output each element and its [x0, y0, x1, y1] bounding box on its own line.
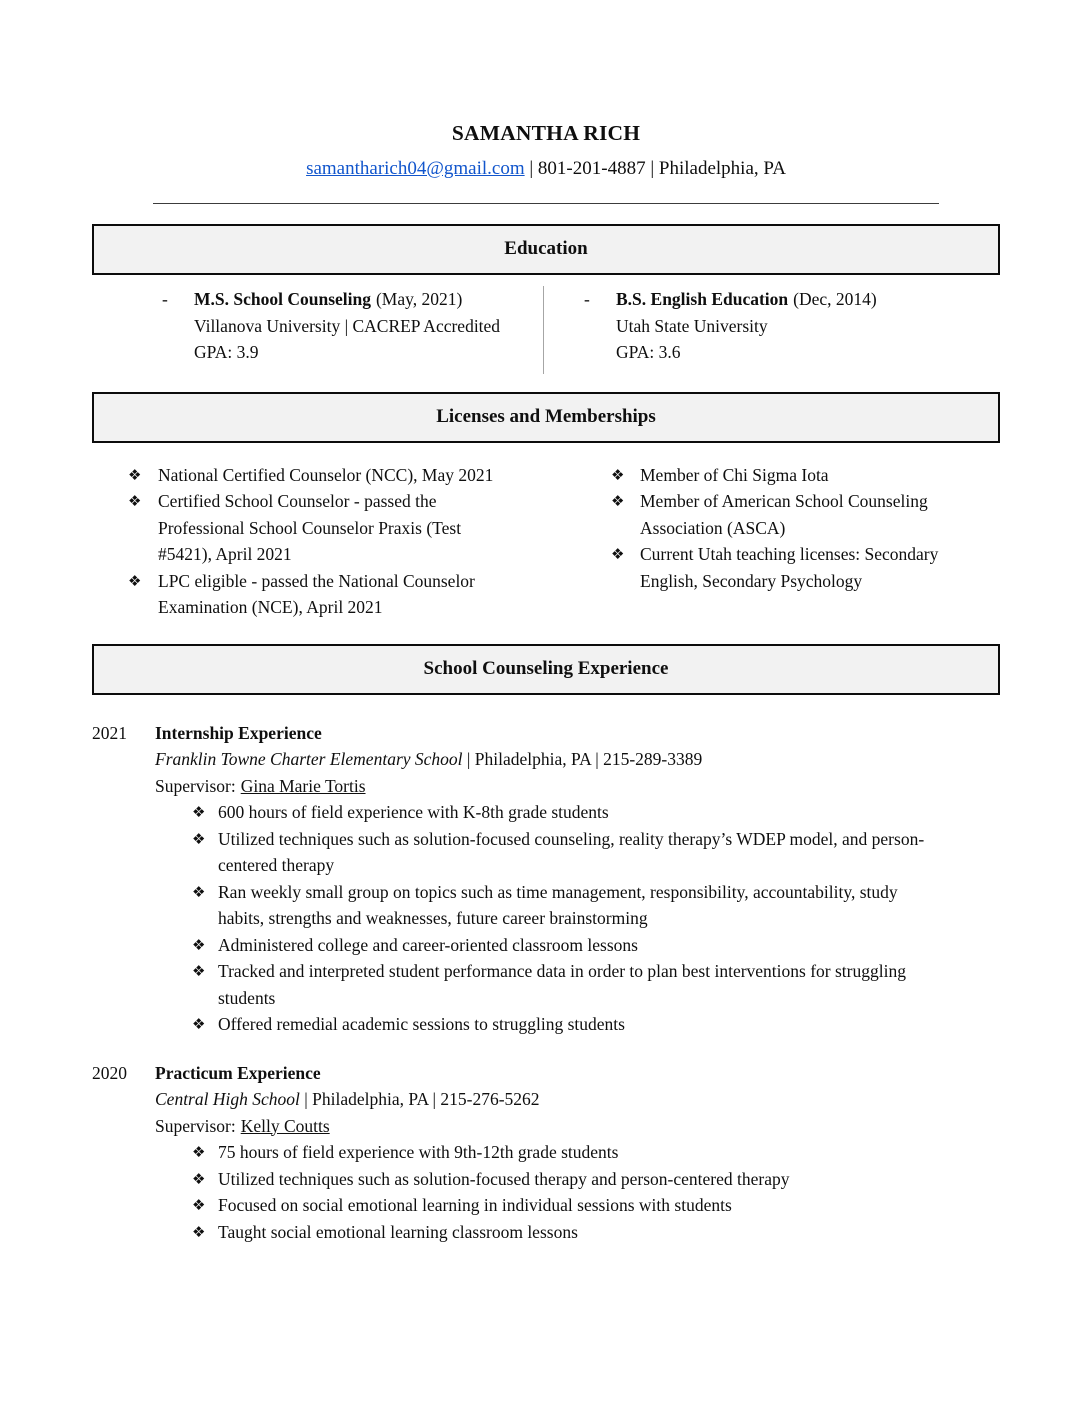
diamond-bullet-icon: ❖	[611, 545, 625, 563]
section-title: School Counseling Experience	[423, 657, 669, 679]
section-title: Licenses and Memberships	[436, 405, 656, 427]
list-item	[92, 462, 544, 489]
candidate-name: SAMANTHA RICH	[451, 121, 641, 145]
education-columns	[92, 286, 1000, 374]
school-name: Central High School	[155, 1089, 300, 1109]
list-item	[544, 488, 1000, 541]
list-item-text: Current Utah teaching licenses: Secondary English, Secondary Psychology	[640, 544, 939, 591]
diamond-bullet-icon: ❖	[128, 571, 142, 590]
experience-entry	[92, 720, 1000, 1038]
diamond-bullet-icon: ❖	[192, 829, 206, 848]
degree-date: (May, 2021)	[375, 289, 463, 309]
diamond-bullet-icon: ❖	[192, 1196, 206, 1214]
list-item-text: Administered college and career-oriented classroom lessons	[218, 934, 638, 955]
supervisor-name: Kelly Coutts	[240, 1115, 330, 1136]
diamond-bullet-icon: ❖	[611, 465, 625, 484]
education-column-right	[544, 286, 1000, 374]
contact-line	[92, 155, 1000, 182]
licenses-columns	[92, 462, 1000, 621]
degree-name: M.S. School Counseling	[194, 289, 371, 309]
list-item	[92, 568, 544, 621]
list-item	[155, 1166, 937, 1193]
list-item-text: Utilized techniques such as solution-focused counseling, reality therapy’s WDEP model, and person-centered therapy	[218, 828, 925, 875]
list-item-text: Member of Chi Sigma Iota	[640, 464, 829, 485]
gpa-text: GPA: 3.6	[616, 342, 681, 362]
section-title: Education	[504, 238, 588, 259]
contact-separator: |	[524, 158, 538, 179]
list-item	[155, 1192, 937, 1219]
section-header-licenses	[92, 392, 1000, 443]
list-item-text: Certified School Counselor - passed the Professional School Counselor Praxis (Test #5421), April 2021	[158, 491, 462, 564]
dash-bullet-icon: -	[584, 289, 590, 309]
diamond-bullet-icon: ❖	[192, 803, 206, 821]
list-item-text: 600 hours of field experience with K-8th grade students	[218, 802, 609, 822]
school-name: Utah State University	[616, 315, 768, 336]
school-details: | Philadelphia, PA | 215-289-3389	[462, 749, 703, 769]
phone-number: 801-201-4887	[537, 158, 646, 179]
list-item-text: National Certified Counselor (NCC), May 2021	[158, 464, 494, 485]
list-item	[155, 879, 937, 932]
list-item	[155, 799, 937, 826]
list-item-text: Taught social emotional learning classroom lessons	[218, 1221, 578, 1242]
list-item	[544, 462, 1000, 489]
list-item	[155, 1219, 937, 1246]
list-item	[155, 932, 937, 959]
list-item	[544, 541, 1000, 594]
school-details: | Philadelphia, PA | 215-276-5262	[299, 1089, 540, 1109]
list-item-text: Tracked and interpreted student performance data in order to plan best interventions for struggling students	[218, 961, 906, 1008]
education-item	[92, 286, 543, 366]
diamond-bullet-icon: ❖	[192, 935, 206, 954]
list-item-text: Ran weekly small group on topics such as time management, responsibility, accountability, study habits, strengths and weaknesses, future career brainstorming	[218, 881, 898, 928]
gpa-text: GPA: 3.9	[194, 342, 259, 362]
list-item	[155, 958, 937, 1011]
diamond-bullet-icon: ❖	[192, 1015, 206, 1033]
contact-separator: |	[645, 158, 659, 179]
diamond-bullet-icon: ❖	[192, 1143, 206, 1161]
diamond-bullet-icon: ❖	[192, 882, 206, 901]
diamond-bullet-icon: ❖	[192, 1222, 206, 1241]
job-school-line	[155, 746, 1000, 773]
supervisor-label: Supervisor:	[155, 1115, 236, 1136]
email-link[interactable]: samantharich04@gmail.com	[306, 158, 525, 179]
education-item	[544, 286, 1000, 366]
section-header-education	[92, 224, 1000, 275]
diamond-bullet-icon: ❖	[611, 492, 625, 510]
diamond-bullet-icon: ❖	[192, 962, 206, 980]
list-item-text: Offered remedial academic sessions to struggling students	[218, 1014, 625, 1034]
list-item-text: Utilized techniques such as solution-focused therapy and person-centered therapy	[218, 1168, 790, 1189]
education-column-left	[92, 286, 544, 374]
diamond-bullet-icon: ❖	[128, 465, 142, 484]
list-item	[155, 826, 937, 879]
supervisor-name: Gina Marie Tortis	[240, 775, 366, 796]
job-title: Internship Experience	[155, 722, 322, 743]
supervisor-line	[155, 1113, 1000, 1140]
list-item	[155, 1139, 937, 1166]
dash-bullet-icon: -	[162, 289, 168, 309]
job-school-line	[155, 1086, 1000, 1113]
school-name: Villanova University | CACREP Accredited	[194, 315, 501, 336]
licenses-column-left	[92, 462, 544, 621]
school-name: Franklin Towne Charter Elementary School	[155, 749, 463, 769]
header-divider	[153, 203, 939, 204]
degree-name: B.S. English Education	[616, 289, 789, 309]
list-item	[92, 488, 544, 568]
list-item-text: LPC eligible - passed the National Counselor Examination (NCE), April 2021	[158, 570, 475, 617]
location-text: Philadelphia, PA	[658, 158, 786, 179]
list-item-text: Focused on social emotional learning in individual sessions with students	[218, 1195, 732, 1215]
list-item-text: Member of American School Counseling Association (ASCA)	[640, 491, 928, 538]
experience-content	[92, 720, 1000, 1246]
list-item	[155, 1011, 937, 1038]
job-year: 2021	[92, 722, 127, 743]
job-title: Practicum Experience	[155, 1062, 321, 1083]
diamond-bullet-icon: ❖	[192, 1169, 206, 1188]
job-year: 2020	[92, 1062, 127, 1083]
section-header-experience	[92, 644, 1000, 695]
supervisor-label: Supervisor:	[155, 775, 236, 796]
list-item-text: 75 hours of field experience with 9th-12th grade students	[218, 1142, 619, 1162]
licenses-column-right	[544, 462, 1000, 621]
diamond-bullet-icon: ❖	[128, 492, 142, 510]
experience-entry	[92, 1060, 1000, 1246]
degree-date: (Dec, 2014)	[793, 289, 877, 309]
supervisor-line	[155, 773, 1000, 800]
